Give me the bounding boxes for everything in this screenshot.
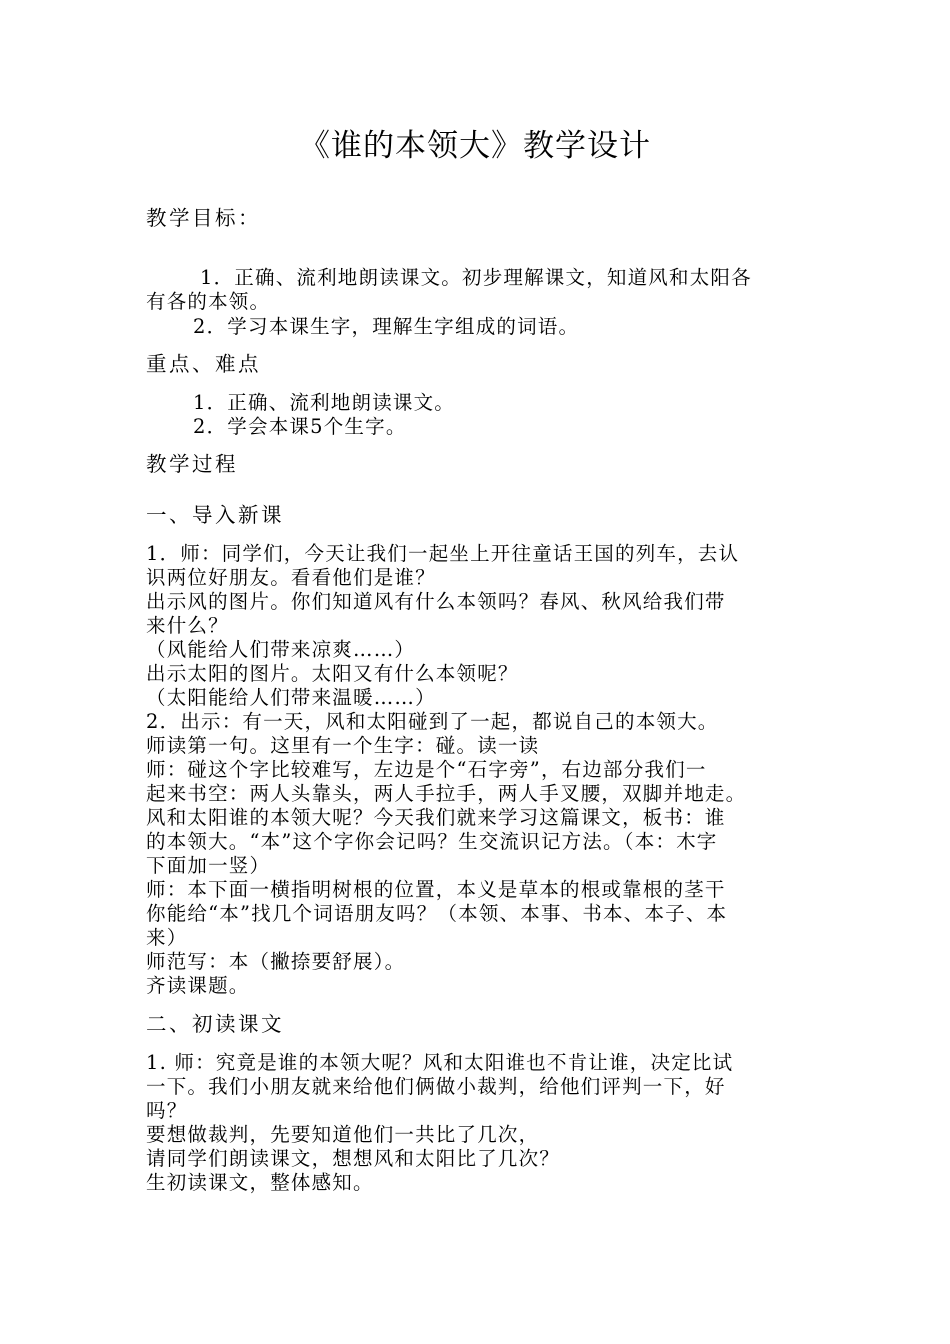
paragraph-line: 生初读课文，整体感知。 — [146, 1171, 374, 1194]
paragraph-line: 下面加一竖） — [146, 854, 271, 877]
paragraph-line: 1．正确、流利地朗读课文。初步理解课文，知道风和太阳各 — [200, 266, 752, 289]
paragraph-line: 1．师：同学们，今天让我们一起坐上开往童话王国的列车，去认 — [146, 542, 740, 565]
paragraph-line: 师读第一句。这里有一个生字：碰。读一读 — [146, 734, 540, 757]
section-heading-process: 教学过程 — [146, 452, 238, 476]
paragraph-line: 1．正确、流利地朗读课文。 — [193, 391, 456, 414]
paragraph-line: 师：本下面一横指明树根的位置，本义是草本的根或靠根的茎干 — [146, 878, 726, 901]
paragraph-line: 来什么？ — [146, 614, 229, 637]
section-heading-objectives: 教学目标： — [146, 206, 261, 230]
paragraph-line: 师范写：本（撇捺要舒展）。 — [146, 950, 406, 973]
paragraph-line: 2．学会本课5个生字。 — [193, 415, 407, 438]
paragraph-line: 齐读课题。 — [146, 974, 250, 997]
paragraph-line: 1. 师：究竟是谁的本领大呢？风和太阳谁也不肯让谁，决定比试 — [146, 1051, 734, 1074]
paragraph-line: 出示风的图片。你们知道风有什么本领吗？春风、秋风给我们带 — [146, 590, 726, 613]
subsection-heading-intro: 一、导入新课 — [146, 503, 284, 527]
paragraph-line: 识两位好朋友。看看他们是谁？ — [146, 566, 436, 589]
paragraph-line: 师：碰这个字比较难写，左边是个“石字旁”，右边部分我们一 — [146, 758, 707, 781]
paragraph-line: 一下。我们小朋友就来给他们俩做小裁判，给他们评判一下，好 — [146, 1075, 726, 1098]
paragraph-line: 起来书空：两人头靠头，两人手拉手，两人手叉腰，双脚并地走。 — [146, 782, 747, 805]
paragraph-line: 来） — [146, 926, 188, 949]
paragraph-line: 2．学习本课生字，理解生字组成的词语。 — [193, 315, 580, 338]
paragraph-line: 风和太阳谁的本领大呢？今天我们就来学习这篇课文，板书：谁 — [146, 806, 726, 829]
paragraph-line: 的本领大。“本”这个字你会记吗？生交流识记方法。（本：木字 — [146, 830, 718, 853]
paragraph-line: 出示太阳的图片。太阳又有什么本领呢？ — [146, 662, 519, 685]
paragraph-line: 2．出示：有一天，风和太阳碰到了一起，都说自己的本领大。 — [146, 710, 719, 733]
paragraph-line: 有各的本领。 — [146, 290, 271, 313]
paragraph-line: 吗？ — [146, 1099, 188, 1122]
subsection-heading-first-reading: 二、初读课文 — [146, 1012, 284, 1036]
paragraph-line: 请同学们朗读课文，想想风和太阳比了几次？ — [146, 1147, 561, 1170]
paragraph-line: （风能给人们带来凉爽……） — [146, 638, 416, 661]
paragraph-line: 要想做裁判，先要知道他们一共比了几次， — [146, 1123, 540, 1146]
document-title: 《谁的本领大》教学设计 — [299, 128, 651, 164]
paragraph-line: （太阳能给人们带来温暖……） — [146, 686, 436, 709]
section-heading-key-points: 重点、难点 — [146, 352, 261, 376]
paragraph-line: 你能给“本”找几个词语朋友吗？（本领、本事、书本、本子、本 — [146, 902, 728, 925]
